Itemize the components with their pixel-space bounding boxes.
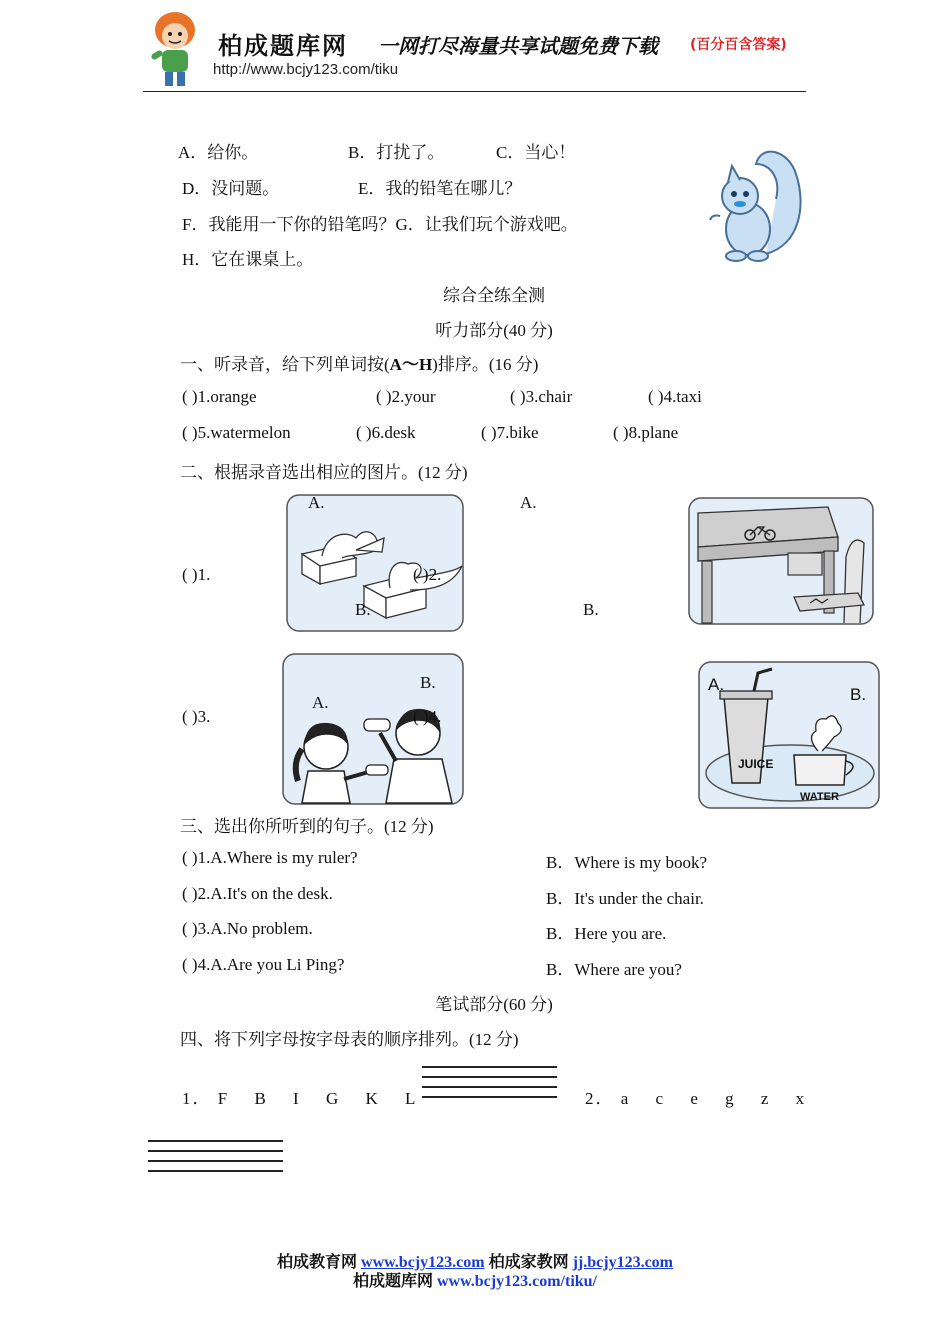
section1-heading-letters: A～H	[389, 355, 433, 374]
q1-label-a: A.	[308, 493, 325, 512]
answer-lines-1[interactable]	[422, 1066, 557, 1106]
q1-answer[interactable]: ( )1.	[182, 565, 211, 584]
sentence-option-a[interactable]: ( )3.A.No problem.	[182, 919, 313, 938]
q1-picture-boxes	[286, 494, 464, 632]
header-mascot-logo	[145, 8, 205, 90]
sentence-option-b[interactable]: B．Where is my book?	[546, 853, 707, 872]
word-item[interactable]: ( )7.bike	[481, 423, 539, 442]
writing-title: 笔试部分(60 分)	[435, 995, 553, 1014]
q4-picture-drinks	[698, 661, 882, 809]
listening-title: 听力部分(40 分)	[435, 321, 553, 340]
footer-label-1: 柏成教育网	[277, 1254, 358, 1271]
q2-answer[interactable]: ( )2.	[413, 565, 442, 584]
section2-heading: 二、根据录音选出相应的图片。(12 分)	[180, 463, 468, 482]
juice-cup-text: JUICE	[738, 757, 774, 771]
q2-label-a: A.	[520, 493, 537, 512]
q4-label-b: B.	[850, 685, 867, 704]
q2-label-b: B.	[583, 600, 599, 619]
option-e: E．我的铅笔在哪儿？	[358, 179, 522, 198]
option-f-g: F．我能用一下你的铅笔吗？G．让我们玩个游戏吧。	[182, 215, 578, 234]
q4-answer[interactable]: ( )4.	[413, 707, 442, 726]
answer-lines-2[interactable]	[148, 1140, 283, 1180]
squirrel-illustration	[706, 144, 806, 264]
option-b: B．打扰了。	[348, 143, 445, 162]
q4-label-a: A.	[708, 675, 725, 694]
word-item[interactable]: ( )3.chair	[510, 387, 573, 406]
main-title: 综合全练全测	[443, 286, 545, 305]
header-answer-badge: (百分百含答案)	[690, 37, 787, 53]
letters-question-2: 2． a c e g z x	[585, 1089, 807, 1108]
word-item[interactable]: ( )5.watermelon	[182, 423, 291, 442]
water-cup-text: WATER	[800, 791, 839, 803]
header-divider	[143, 91, 806, 92]
section4-heading: 四、将下列字母按字母表的顺序排列。(12 分)	[180, 1030, 519, 1049]
footer-link-3[interactable]: www.bcjy123.com/tiku/	[437, 1273, 597, 1290]
word-item[interactable]: ( )6.desk	[356, 423, 416, 442]
word-item[interactable]: ( )2.your	[376, 387, 436, 406]
footer-line-2	[0, 1268, 950, 1291]
sentence-option-b[interactable]: B．Where are you?	[546, 960, 682, 979]
footer-link-1[interactable]: www.bcjy123.com	[361, 1254, 485, 1271]
section1-heading	[180, 350, 538, 375]
q3-label-b: B.	[420, 673, 436, 692]
header-site-name: 柏成题库网	[218, 31, 348, 60]
sentence-option-b[interactable]: B．Here you are.	[546, 924, 667, 943]
option-c: C．当心！	[496, 143, 576, 162]
header-slogan: 一网打尽海量共享试题免费下载	[378, 34, 658, 58]
section1-heading-suffix: )排序。(16 分)	[432, 355, 539, 374]
footer-label-3: 柏成题库网	[352, 1273, 433, 1290]
letters-question-1: 1． F B I G K L	[182, 1089, 418, 1108]
footer-label-2: 柏成家教网	[488, 1254, 569, 1271]
word-item[interactable]: ( )1.orange	[182, 387, 257, 406]
q2-picture-desk	[688, 497, 876, 627]
sentence-option-b[interactable]: B．It's under the chair.	[546, 889, 704, 908]
section3-heading: 三、选出你所听到的句子。(12 分)	[180, 817, 434, 836]
sentence-option-a[interactable]: ( )2.A.It's on the desk.	[182, 884, 333, 903]
q3-label-a: A.	[312, 693, 329, 712]
header-url[interactable]: http://www.bcjy123.com/tiku	[213, 61, 399, 78]
option-d: D．没问题。	[182, 179, 280, 198]
q3-picture-kids	[282, 653, 464, 805]
section1-heading-prefix: 一、听录音，给下列单词按(	[180, 355, 390, 374]
option-h: H．它在课桌上。	[182, 250, 314, 269]
footer-link-2[interactable]: jj.bcjy123.com	[572, 1254, 673, 1271]
q3-answer[interactable]: ( )3.	[182, 707, 211, 726]
word-item[interactable]: ( )8.plane	[613, 423, 679, 442]
option-a: A．给你。	[178, 143, 259, 162]
word-item[interactable]: ( )4.taxi	[648, 387, 702, 406]
sentence-option-a[interactable]: ( )4.A.Are you Li Ping?	[182, 955, 345, 974]
sentence-option-a[interactable]: ( )1.A.Where is my ruler?	[182, 848, 358, 867]
q1-label-b: B.	[355, 600, 371, 619]
